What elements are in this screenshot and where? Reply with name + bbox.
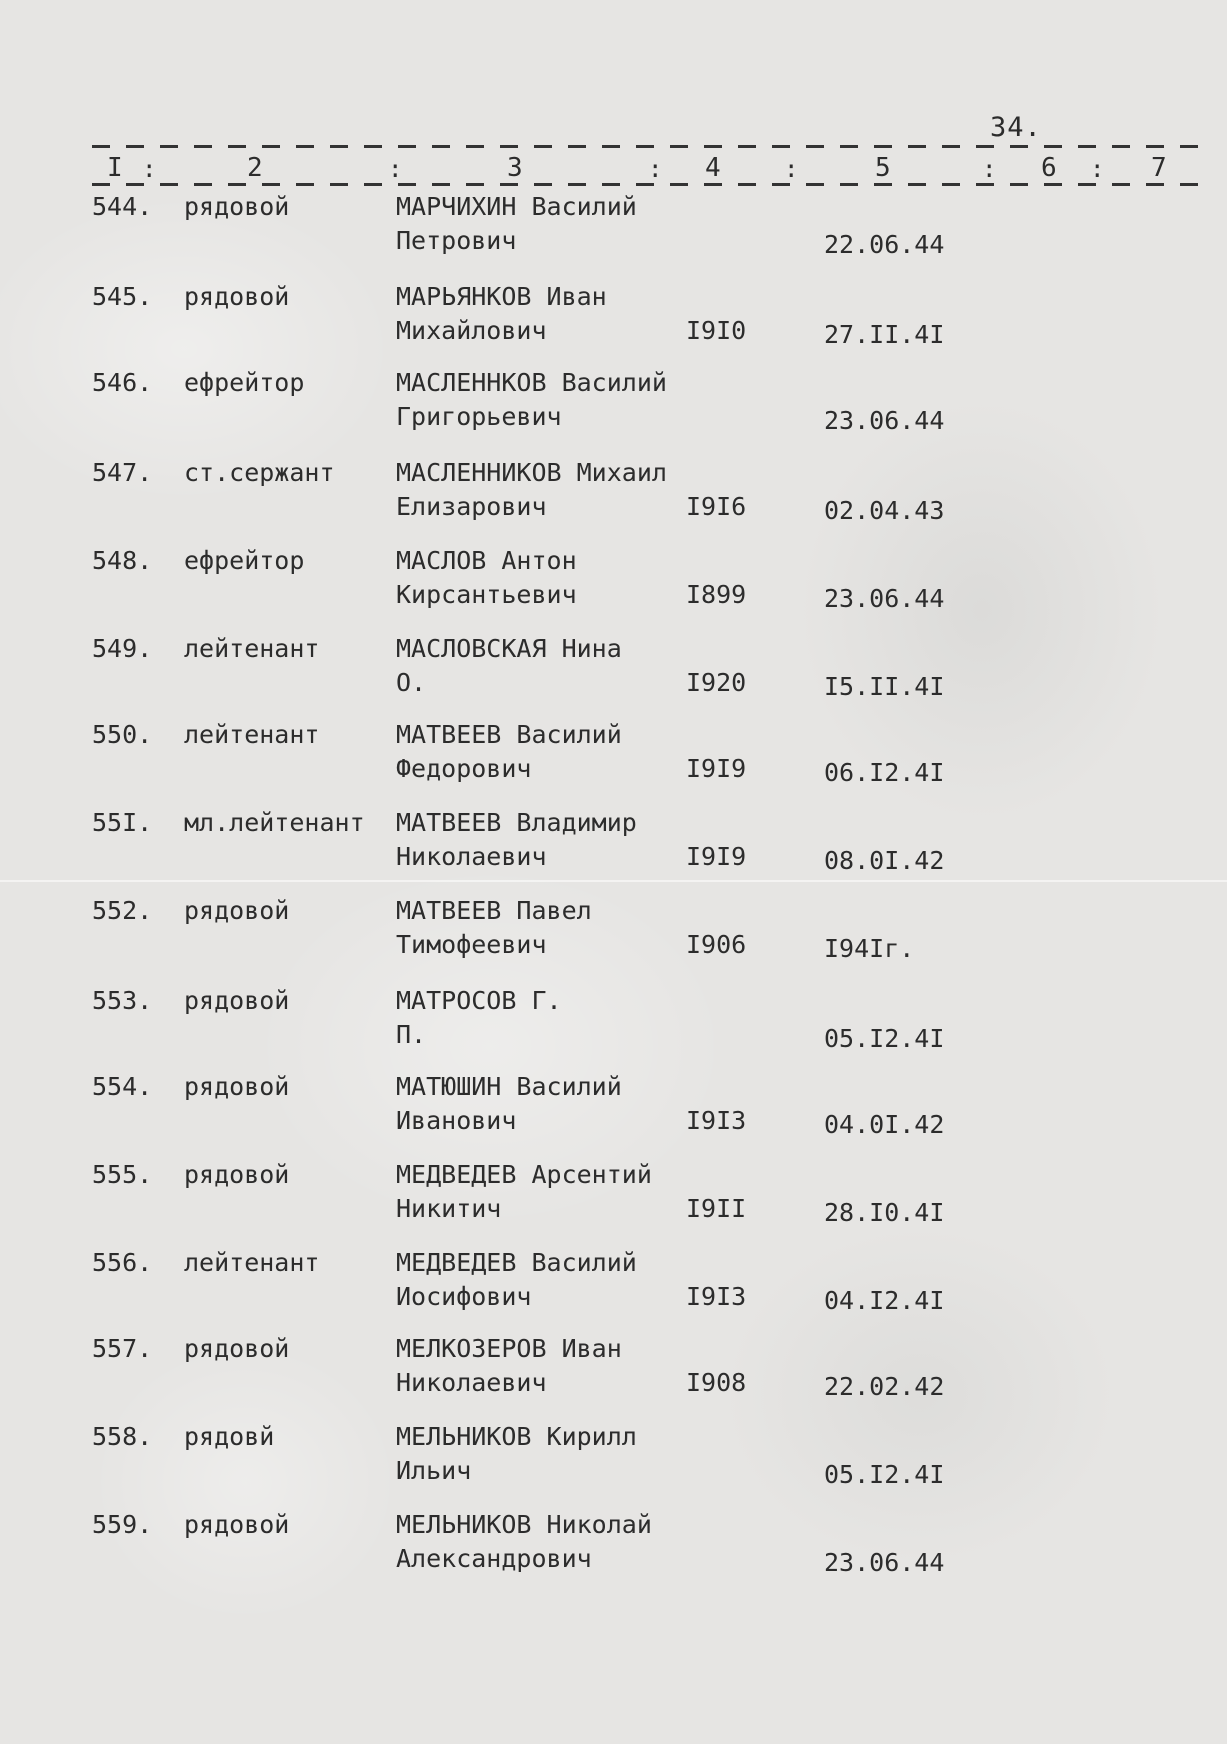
entry-surname-name: МЕДВЕДЕВ Василий [396, 1248, 637, 1277]
entry-number: 546. [92, 368, 153, 397]
entry-surname-name: МАСЛЕННИКОВ Михаил [396, 458, 667, 487]
column-separator: : [784, 155, 799, 183]
entry-birth-year: I9I3 [686, 1282, 747, 1311]
entry-birth-year: I9I9 [686, 754, 747, 783]
entry-rank: рядовой [184, 192, 290, 221]
entry-rank: рядовой [184, 1510, 290, 1539]
entry-birth-year: I9I9 [686, 842, 747, 871]
entry-patronymic: О. [396, 668, 427, 697]
entry-date: 28.I0.4I [824, 1198, 945, 1227]
column-number-4: 4 [702, 153, 724, 183]
header-rule-bottom [92, 183, 1212, 186]
roster-entry [0, 808, 1227, 896]
entry-rank: лейтенант [184, 720, 320, 749]
entry-patronymic: Елизарович [396, 492, 547, 521]
column-separator: : [648, 155, 663, 183]
entry-surname-name: МЕЛКОЗЕРОВ Иван [396, 1334, 622, 1363]
entry-date: 23.06.44 [824, 406, 945, 435]
entry-patronymic: Григорьевич [396, 402, 562, 431]
entry-rank: рядовой [184, 896, 290, 925]
entry-patronymic: Иванович [396, 1106, 517, 1135]
entry-date: 02.04.43 [824, 496, 945, 525]
column-separator: : [982, 155, 997, 183]
roster-entry [0, 458, 1227, 546]
entry-birth-year: I908 [686, 1368, 747, 1397]
entry-number: 552. [92, 896, 153, 925]
entry-number: 544. [92, 192, 153, 221]
entry-birth-year: I920 [686, 668, 747, 697]
entry-patronymic: Федорович [396, 754, 532, 783]
entry-rank: мл.лейтенант [184, 808, 365, 837]
entry-date: 23.06.44 [824, 584, 945, 613]
entry-surname-name: МАСЛОВСКАЯ Нина [396, 634, 622, 663]
entry-date: 04.I2.4I [824, 1286, 945, 1315]
roster-entry [0, 368, 1227, 456]
entry-patronymic: Михайлович [396, 316, 547, 345]
entry-birth-year: I9I0 [686, 316, 747, 345]
roster-entry [0, 1072, 1227, 1160]
entry-number: 554. [92, 1072, 153, 1101]
entry-number: 555. [92, 1160, 153, 1189]
entry-rank: ст.сержант [184, 458, 335, 487]
entry-surname-name: МАТВЕЕВ Василий [396, 720, 622, 749]
entry-surname-name: МЕЛЬНИКОВ Кирилл [396, 1422, 637, 1451]
entry-number: 547. [92, 458, 153, 487]
entry-rank: рядовой [184, 986, 290, 1015]
roster-entry [0, 546, 1227, 634]
entry-patronymic: Александрович [396, 1544, 592, 1573]
entry-birth-year: I9I6 [686, 492, 747, 521]
entry-surname-name: МАТВЕЕВ Владимир [396, 808, 637, 837]
entry-rank: лейтенант [184, 1248, 320, 1277]
entry-rank: рядовой [184, 1160, 290, 1189]
entry-date: 05.I2.4I [824, 1460, 945, 1489]
entry-number: 55I. [92, 808, 153, 837]
entry-surname-name: МАТВЕЕВ Павел [396, 896, 592, 925]
entry-date: 06.I2.4I [824, 758, 945, 787]
roster-entry [0, 1510, 1227, 1598]
column-number-7: 7 [1148, 153, 1170, 183]
roster-entry [0, 282, 1227, 370]
roster-entry [0, 1248, 1227, 1336]
entry-patronymic: Петрович [396, 226, 517, 255]
entry-rank: рядовой [184, 282, 290, 311]
entry-patronymic: Николаевич [396, 842, 547, 871]
roster-entry [0, 1160, 1227, 1248]
entry-surname-name: МАСЛОВ Антон [396, 546, 577, 575]
entry-number: 550. [92, 720, 153, 749]
entry-patronymic: Кирсантьевич [396, 580, 577, 609]
column-number-3: 3 [504, 153, 526, 183]
entry-number: 556. [92, 1248, 153, 1277]
page-number: 34. [990, 112, 1042, 143]
column-number-5: 5 [872, 153, 894, 183]
entry-rank: рядовй [184, 1422, 275, 1451]
entry-birth-year: I9I3 [686, 1106, 747, 1135]
entry-number: 549. [92, 634, 153, 663]
entry-rank: лейтенант [184, 634, 320, 663]
entry-number: 557. [92, 1334, 153, 1363]
entry-patronymic: Никитич [396, 1194, 502, 1223]
entry-surname-name: МЕДВЕДЕВ Арсентий [396, 1160, 652, 1189]
entry-patronymic: Николаевич [396, 1368, 547, 1397]
entry-rank: рядовой [184, 1072, 290, 1101]
roster-entry [0, 1334, 1227, 1422]
entry-date: 22.06.44 [824, 230, 945, 259]
entry-surname-name: МАТЮШИН Василий [396, 1072, 622, 1101]
column-separator: : [388, 155, 403, 183]
column-number-1: I [104, 153, 126, 183]
entry-number: 553. [92, 986, 153, 1015]
entry-date: 23.06.44 [824, 1548, 945, 1577]
entry-number: 548. [92, 546, 153, 575]
entry-birth-year: I906 [686, 930, 747, 959]
entry-date: 27.II.4I [824, 320, 945, 349]
entry-date: 04.0I.42 [824, 1110, 945, 1139]
entry-rank: рядовой [184, 1334, 290, 1363]
entry-number: 545. [92, 282, 153, 311]
entry-birth-year: I9II [686, 1194, 747, 1223]
entry-birth-year: I899 [686, 580, 747, 609]
entry-surname-name: МАРЧИХИН Василий [396, 192, 637, 221]
entry-surname-name: МЕЛЬНИКОВ Николай [396, 1510, 652, 1539]
entry-patronymic: Иосифович [396, 1282, 532, 1311]
roster-entry [0, 1422, 1227, 1510]
roster-entry [0, 634, 1227, 722]
roster-entry [0, 192, 1227, 280]
entry-surname-name: МАТРОСОВ Г. [396, 986, 562, 1015]
roster-entry [0, 986, 1227, 1074]
entry-date: 05.I2.4I [824, 1024, 945, 1053]
entry-date: I5.II.4I [824, 672, 945, 701]
roster-entry [0, 896, 1227, 984]
entry-patronymic: П. [396, 1020, 427, 1049]
header-rule-top [92, 145, 1212, 148]
entry-number: 559. [92, 1510, 153, 1539]
entry-patronymic: Ильич [396, 1456, 472, 1485]
roster-entry [0, 720, 1227, 808]
entry-surname-name: МАРЬЯНКОВ Иван [396, 282, 607, 311]
column-number-2: 2 [244, 153, 266, 183]
entry-patronymic: Тимофеевич [396, 930, 547, 959]
column-separator: : [1090, 155, 1105, 183]
entry-surname-name: МАСЛЕННКОВ Василий [396, 368, 667, 397]
entry-rank: ефрейтор [184, 368, 305, 397]
entry-date: 22.02.42 [824, 1372, 945, 1401]
entry-date: I94Iг. [824, 934, 915, 963]
entry-rank: ефрейтор [184, 546, 305, 575]
entry-date: 08.0I.42 [824, 846, 945, 875]
column-number-6: 6 [1038, 153, 1060, 183]
entry-number: 558. [92, 1422, 153, 1451]
column-separator: : [142, 155, 157, 183]
